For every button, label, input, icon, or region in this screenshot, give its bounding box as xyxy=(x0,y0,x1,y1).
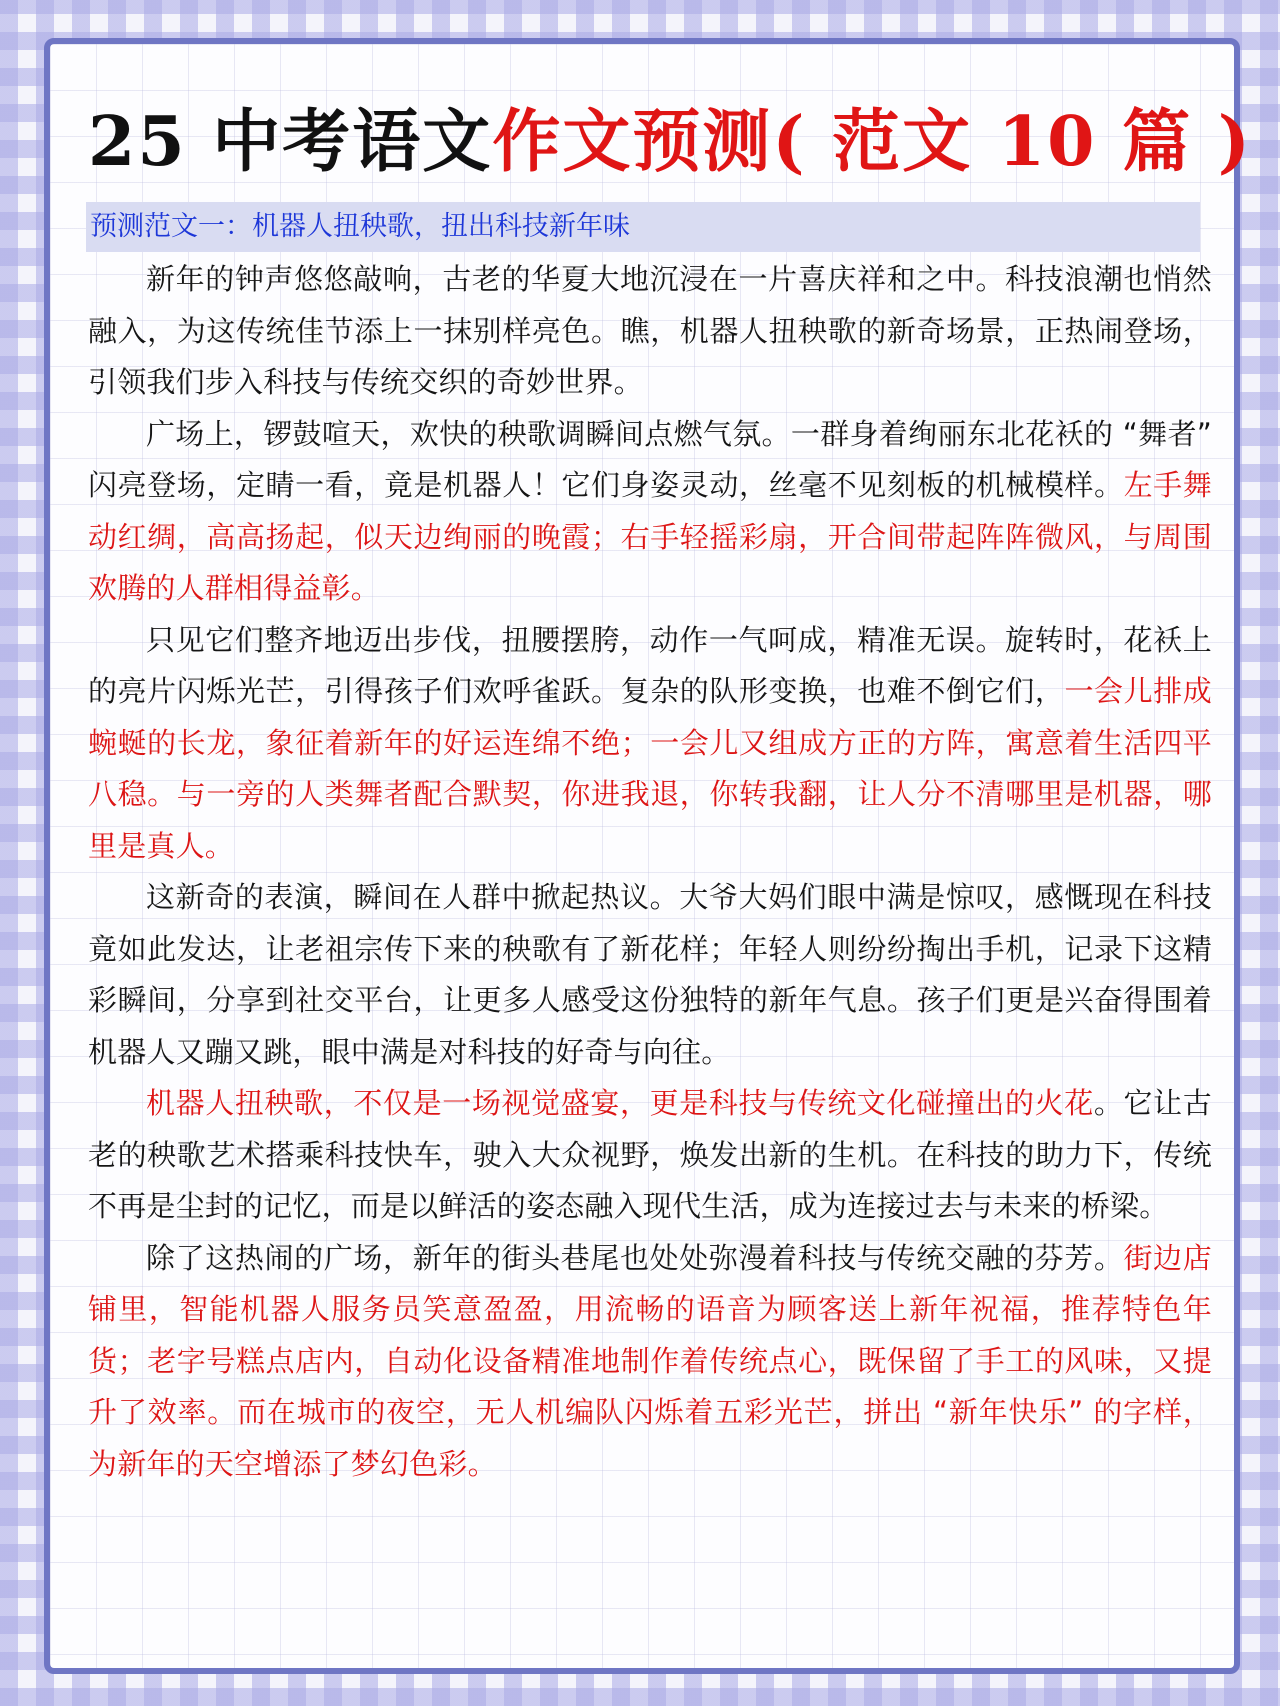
essay-paragraph xyxy=(88,254,1212,409)
paragraph-text: 。它让古老的秧歌艺术搭乘科技快车，驶入大众视野，焕发出新的生机。在科技的助力下，传统不再是尘封的记忆，而是以鲜活的姿态融入现代生活，成为连接过去与未来的桥梁。 xyxy=(88,1086,1212,1223)
paragraph-text: 新年的钟声悠悠敲响，古老的华夏大地沉浸在一片喜庆祥和之中。科技浪潮也悄然融入，为这传统佳节添上一抹别样亮色。瞧，机器人扭秧歌的新奇场景，正热闹登场，引领我们步入科技与传统交织的奇妙世界。 xyxy=(88,262,1212,399)
essay-paragraph xyxy=(88,615,1212,873)
highlighted-text: 左手舞动红绸，高高扬起，似天边绚丽的晚霞；右手轻摇彩扇，开合间带起阵阵微风，与周围欢腾的人群相得益彰。 xyxy=(88,468,1212,605)
essay-paragraph xyxy=(88,872,1212,1078)
highlighted-text: 街边店铺里，智能机器人服务员笑意盈盈，用流畅的语音为顾客送上新年祝福，推荐特色年货；老字号糕点店内，自动化设备精准地制作着传统点心，既保留了手工的风味，又提升了效率。而在城市的夜空，无人机编队闪烁着五彩光芒，拼出 “新年快乐” 的字样，为新年的天空增添了梦幻色彩。 xyxy=(88,1240,1212,1481)
essay-body xyxy=(88,254,1212,1490)
essay-paragraph xyxy=(88,1078,1212,1233)
highlighted-text: 机器人扭秧歌，不仅是一场视觉盛宴，更是科技与传统文化碰撞出的火花 xyxy=(146,1086,1094,1120)
essay-paragraph xyxy=(88,409,1212,615)
title-red-part: 作文预测( 范文 10 篇 ) xyxy=(492,102,1252,182)
paragraph-text: 这新奇的表演，瞬间在人群中掀起热议。大爷大妈们眼中满是惊叹，感慨现在科技竟如此发达，让老祖宗传下来的秧歌有了新花样；年轻人则纷纷掏出手机，记录下这精彩瞬间，分享到社交平台，让更多人感受这份独特的新年气息。孩子们更是兴奋得围着机器人又蹦又跳，眼中满是对科技的好奇与向往。 xyxy=(88,880,1212,1069)
paragraph-text: 只见它们整齐地迈出步伐，扭腰摆胯，动作一气呵成，精准无误。旋转时，花袄上的亮片闪烁光芒，引得孩子们欢呼雀跃。复杂的队形变换，也难不倒它们， xyxy=(88,622,1212,708)
paragraph-text: 广场上，锣鼓喧天，欢快的秧歌调瞬间点燃气氛。一群身着绚丽东北花袄的 “舞者” 闪亮登场，定睛一看，竟是机器人！它们身姿灵动，丝毫不见刻板的机械模样。 xyxy=(88,416,1212,502)
highlighted-text: 一会儿排成蜿蜒的长龙，象征着新年的好运连绵不绝；一会儿又组成方正的方阵，寓意着生活四平八稳。与一旁的人类舞者配合默契，你进我退，你转我翻，让人分不清哪里是机器，哪里是真人。 xyxy=(88,674,1212,863)
paragraph-text: 除了这热闹的广场，新年的街头巷尾也处处弥漫着科技与传统交融的芬芳。 xyxy=(146,1240,1124,1275)
page-title xyxy=(88,92,1252,192)
title-black-part: 25 中考语文 xyxy=(88,102,493,182)
essay-subtitle: 预测范文一：机器人扭秧歌，扭出科技新年味 xyxy=(86,202,1200,252)
essay-paragraph xyxy=(88,1233,1212,1491)
